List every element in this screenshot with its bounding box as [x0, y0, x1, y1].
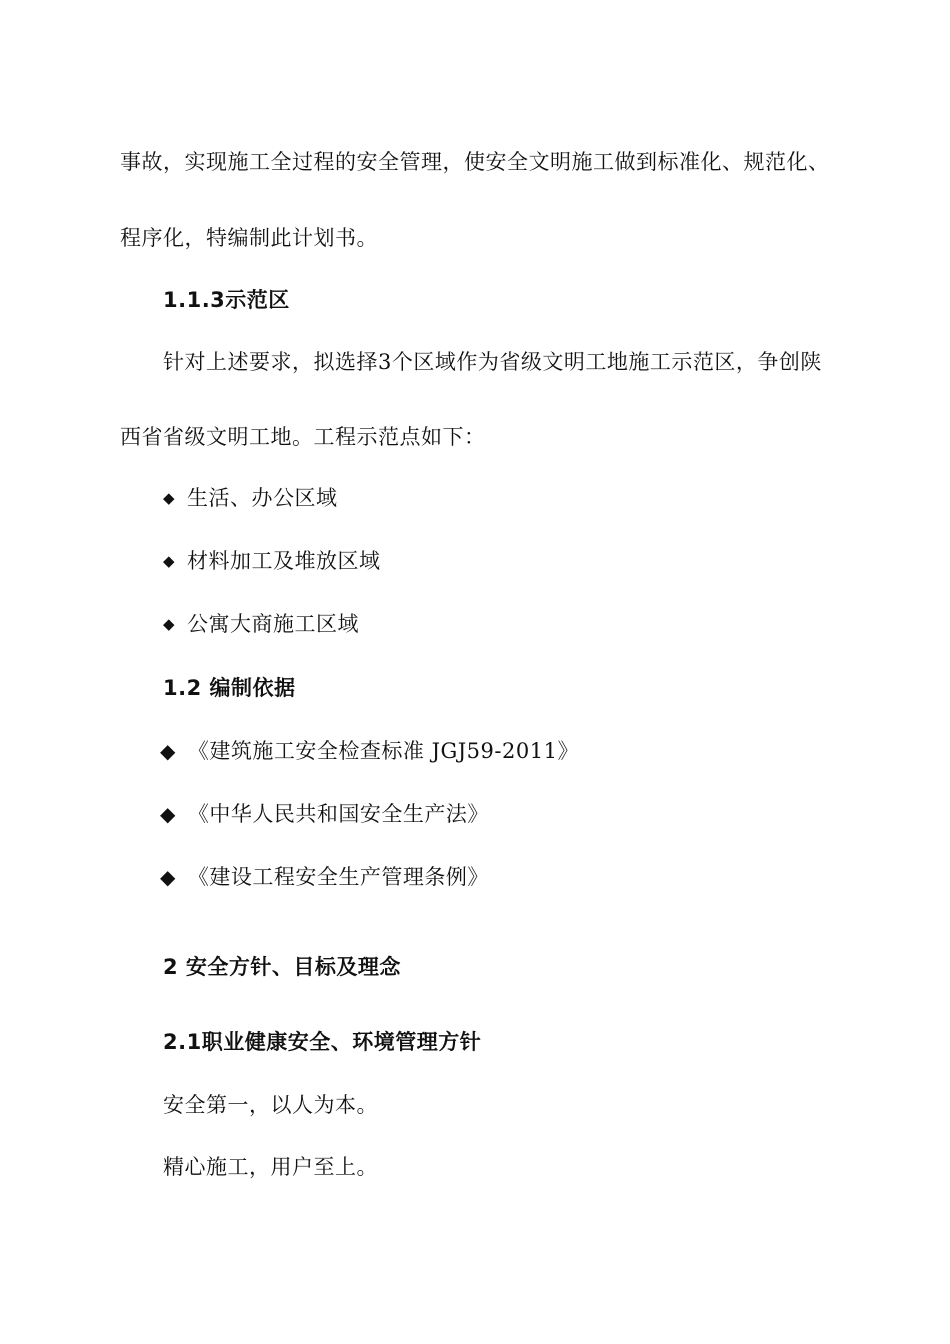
list-item-text: 公寓大商施工区域 — [187, 612, 360, 636]
paragraph-line: 程序化，特编制此计划书。 — [120, 226, 378, 250]
diamond-bullet-icon: ◆ — [160, 739, 176, 763]
list-item — [160, 863, 489, 891]
diamond-bullet-icon: ◆ — [160, 865, 176, 889]
diamond-bullet-icon: ◆ — [163, 489, 176, 507]
list-item — [163, 547, 381, 575]
section-heading-1-1-3: 1.1.3示范区 — [163, 288, 290, 312]
paragraph-line: 事故，实现施工全过程的安全管理，使安全文明施工做到标准化、规范化、 — [120, 150, 830, 174]
diamond-bullet-icon: ◆ — [160, 802, 176, 826]
section-heading-1-2: 1.2 编制依据 — [163, 676, 296, 700]
list-item — [160, 737, 579, 765]
list-item-text: 材料加工及堆放区域 — [187, 549, 381, 573]
list-item-text: 生活、办公区域 — [187, 486, 338, 510]
paragraph-line: 精心施工，用户至上。 — [163, 1155, 378, 1179]
section-heading-2: 2 安全方针、目标及理念 — [163, 955, 401, 979]
paragraph-line: 针对上述要求，拟选择3个区域作为省级文明工地施工示范区，争创陕 — [163, 350, 822, 374]
list-item — [163, 610, 359, 638]
list-item-text: 《建筑施工安全检查标准 JGJ59-2011》 — [187, 739, 579, 763]
paragraph-line: 安全第一，以人为本。 — [163, 1093, 378, 1117]
diamond-bullet-icon: ◆ — [163, 615, 176, 633]
list-item — [163, 484, 338, 512]
section-heading-2-1: 2.1职业健康安全、环境管理方针 — [163, 1030, 482, 1054]
list-item-text: 《中华人民共和国安全生产法》 — [187, 802, 489, 826]
paragraph-line: 西省省级文明工地。工程示范点如下： — [120, 425, 486, 449]
diamond-bullet-icon: ◆ — [163, 552, 176, 570]
list-item — [160, 800, 489, 828]
list-item-text: 《建设工程安全生产管理条例》 — [187, 865, 489, 889]
